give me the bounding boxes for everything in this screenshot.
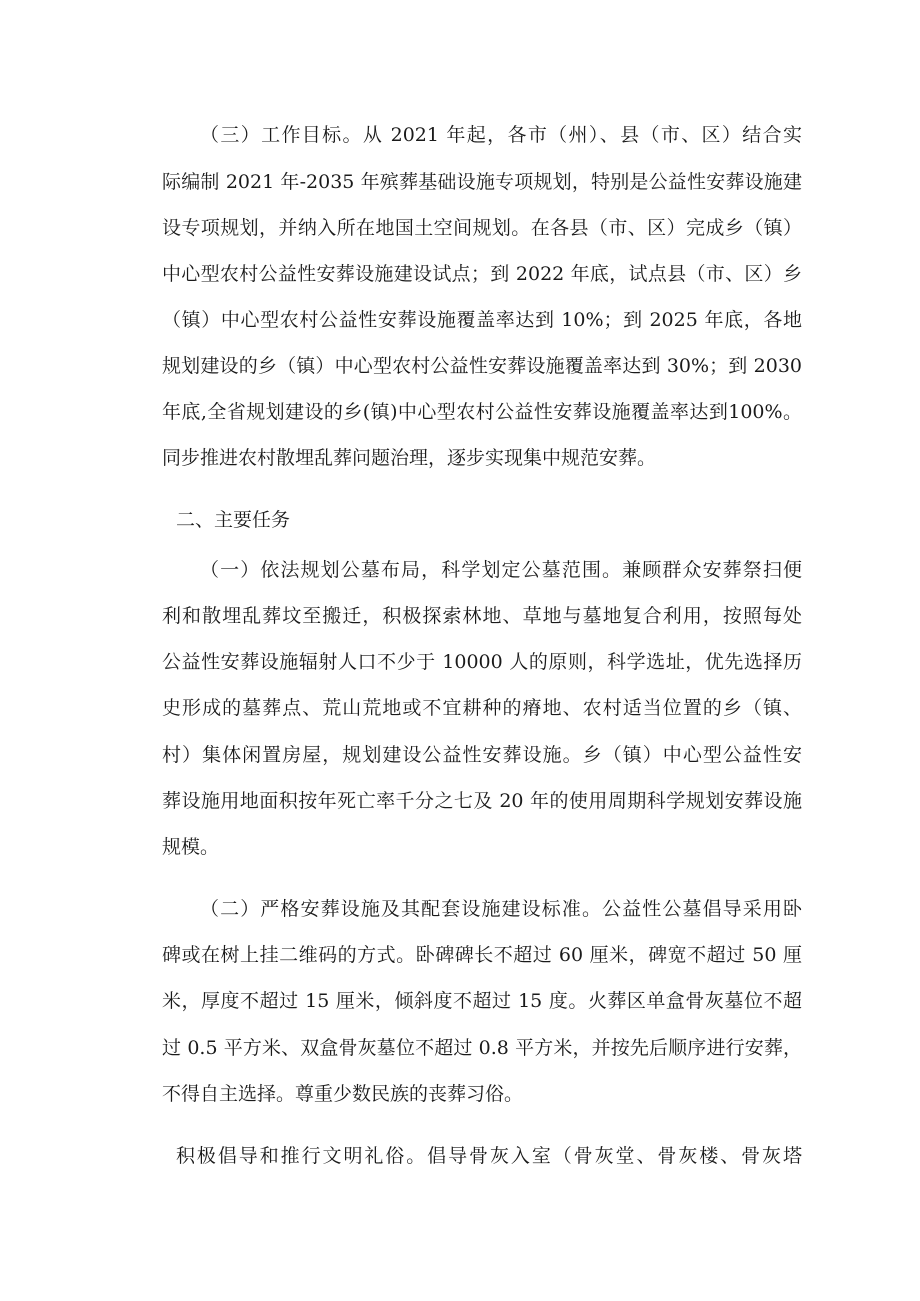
- paragraph-goal-line-1: （三）工作目标。从 2021 年起，各市（州）、县（市、区）结合实: [200, 124, 802, 146]
- paragraph-task-2-line-2: 碑或在树上挂二维码的方式。卧碑碑长不超过 60 厘米，碑宽不超过 50 厘: [162, 944, 802, 966]
- paragraph-task-1-line-3: 公益性安葬设施辐射人口不少于 10000 人的原则，科学选址，优先选择历: [162, 651, 802, 673]
- paragraph-civil-customs-line-1: 积极倡导和推行文明礼俗。倡导骨灰入室（骨灰堂、骨灰楼、骨灰塔: [176, 1145, 802, 1167]
- paragraph-task-2-line-4: 过 0.5 平方米、双盒骨灰墓位不超过 0.8 平方米，并按先后顺序进行安葬，: [162, 1037, 802, 1059]
- paragraph-task-1-line-6: 葬设施用地面积按年死亡率千分之七及 20 年的使用周期科学规划安葬设施: [162, 790, 802, 812]
- paragraph-task-2-line-5: 不得自主选择。尊重少数民族的丧葬习俗。: [162, 1083, 524, 1105]
- paragraph-task-1-line-2: 利和散埋乱葬坟至搬迁，积极探索林地、草地与墓地复合利用，按照每处: [162, 605, 802, 627]
- paragraph-task-1-line-1: （一）依法规划公墓布局，科学划定公墓范围。兼顾群众安葬祭扫便: [200, 559, 802, 581]
- paragraph-goal-line-7: 年底,全省规划建设的乡(镇)中心型农村公益性安葬设施覆盖率达到100%。: [162, 401, 802, 423]
- paragraph-task-1-line-4: 史形成的墓葬点、荒山荒地或不宜耕种的瘠地、农村适当位置的乡（镇、: [162, 697, 802, 719]
- paragraph-task-2-line-3: 米，厚度不超过 15 厘米，倾斜度不超过 15 度。火葬区单盒骨灰墓位不超: [162, 990, 802, 1012]
- paragraph-goal-line-4: 中心型农村公益性安葬设施建设试点；到 2022 年底，试点县（市、区）乡: [162, 263, 802, 285]
- paragraph-task-1-line-7: 规模。: [162, 836, 220, 858]
- section-heading-main-tasks: 二、主要任务: [176, 509, 291, 531]
- paragraph-goal-line-3: 设专项规划，并纳入所在地国土空间规划。在各县（市、区）完成乡（镇）: [162, 217, 802, 239]
- paragraph-goal-line-6: 规划建设的乡（镇）中心型农村公益性安葬设施覆盖率达到 30%；到 2030: [162, 355, 802, 377]
- paragraph-task-2-line-1: （二）严格安葬设施及其配套设施建设标准。公益性公墓倡导采用卧: [200, 898, 802, 920]
- paragraph-goal-line-8: 同步推进农村散埋乱葬问题治理，逐步实现集中规范安葬。: [162, 447, 657, 469]
- paragraph-task-1-line-5: 村）集体闲置房屋，规划建设公益性安葬设施。乡（镇）中心型公益性安: [162, 744, 802, 766]
- paragraph-goal-line-5: （镇）中心型农村公益性安葬设施覆盖率达到 10%；到 2025 年底，各地: [162, 309, 802, 331]
- paragraph-goal-line-2: 际编制 2021 年-2035 年殡葬基础设施专项规划，特别是公益性安葬设施建: [162, 171, 802, 193]
